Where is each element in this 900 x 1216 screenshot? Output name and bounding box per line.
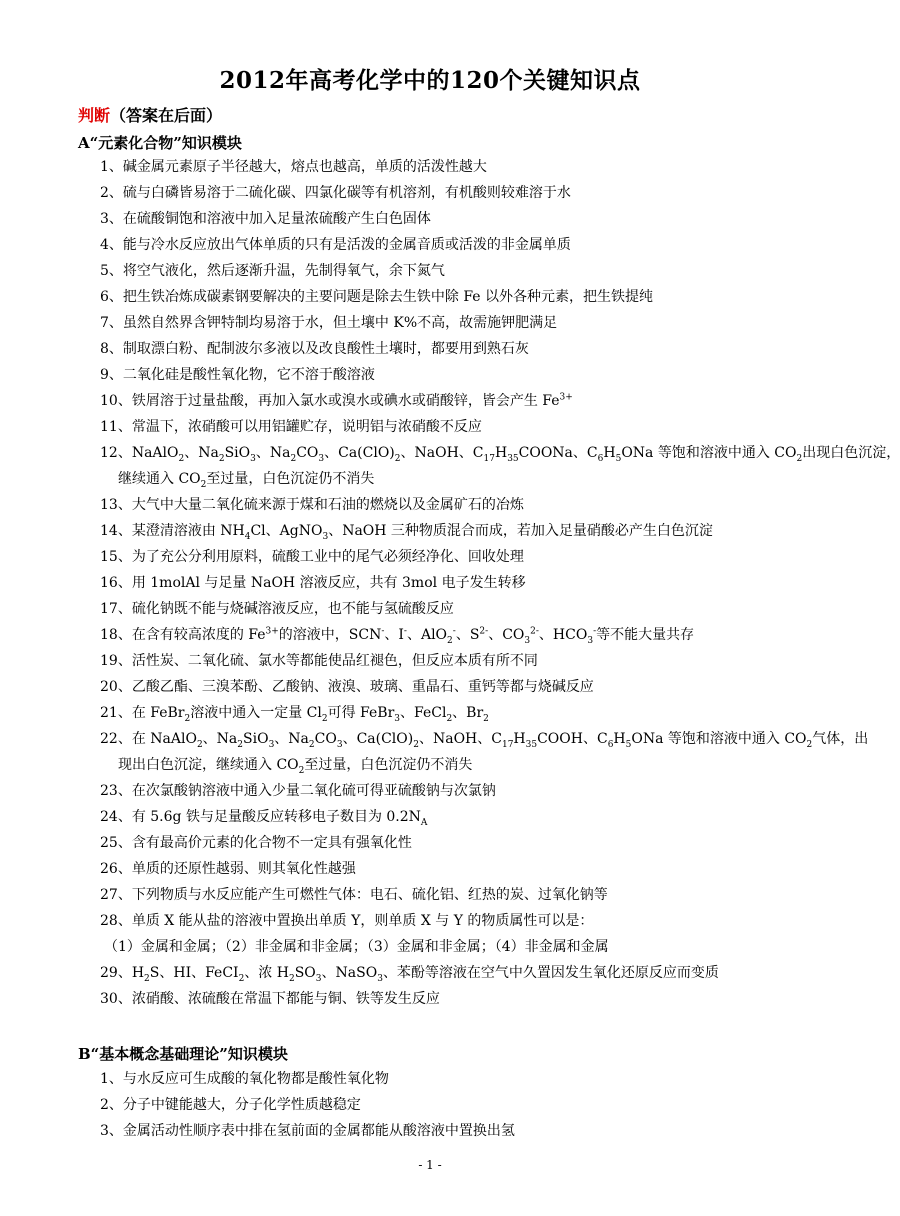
item-text: 21、在 FeBr bbox=[100, 705, 185, 721]
judge-label: 判断 bbox=[78, 106, 111, 125]
list-item-continuation bbox=[118, 756, 472, 774]
item-text: 29、H bbox=[100, 965, 145, 981]
page-number: - 1 - bbox=[418, 1158, 442, 1172]
item-text: 、NaOH、C bbox=[418, 731, 502, 747]
item-text: 、HCO bbox=[538, 627, 588, 643]
item-text: 、浓 H bbox=[244, 965, 289, 981]
superscript: - bbox=[381, 626, 385, 637]
subscript: 2 bbox=[806, 739, 813, 750]
subscript: 5 bbox=[615, 453, 622, 464]
item-text: 、Na bbox=[255, 445, 291, 461]
list-item: 8、制取漂白粉、配制波尔多液以及改良酸性土壤时，都要用到熟石灰 bbox=[100, 341, 529, 357]
item-text: 至过量，白色沉淀仍不消失 bbox=[304, 757, 473, 773]
item-text: SO bbox=[294, 965, 316, 981]
item-text: 、Ca(ClO) bbox=[324, 445, 395, 461]
subscript: 2 bbox=[308, 739, 315, 750]
superscript: - bbox=[593, 626, 597, 637]
item-text: ONa 等饱和溶液中通入 CO bbox=[631, 731, 807, 747]
superscript: 2- bbox=[479, 626, 489, 637]
subscript: 2 bbox=[200, 479, 207, 490]
subscript: 2 bbox=[290, 453, 297, 464]
item-text: 溶液中通入一定量 Cl bbox=[190, 705, 322, 721]
subscript: 3 bbox=[268, 739, 275, 750]
list-item: 19、活性炭、二氧化硫、氯水等都能使品红褪色，但反应本质有所不同 bbox=[100, 653, 538, 669]
item-text: 、Na bbox=[202, 731, 238, 747]
list-item: 23、在次氯酸钠溶液中通入少量二氧化硫可得亚硫酸钠与次氯钠 bbox=[100, 783, 496, 799]
item-text: 、NaOH 三种物质混合而成，若加入足量硝酸必产生白色沉淀 bbox=[328, 523, 713, 539]
item-text: 、I bbox=[384, 627, 404, 643]
item-text: 12、NaAlO bbox=[100, 445, 179, 461]
subscript: 2 bbox=[483, 713, 489, 724]
list-item bbox=[100, 704, 489, 722]
item-text: 22、在 NaAlO bbox=[100, 731, 197, 747]
list-item: 30、浓硝酸、浓硫酸在常温下都能与铜、铁等发生反应 bbox=[100, 991, 440, 1007]
list-item-continuation bbox=[118, 470, 374, 488]
subscript: 2 bbox=[218, 453, 225, 464]
item-text: ONa 等饱和溶液中通入 CO bbox=[621, 445, 797, 461]
list-item: 13、大气中大量二氧化硫来源于煤和石油的燃烧以及金属矿石的冶炼 bbox=[100, 497, 524, 513]
subscript: 2 bbox=[184, 713, 191, 724]
judge-note: （答案在后面） bbox=[110, 106, 223, 125]
subscript: 2 bbox=[144, 973, 150, 984]
item-text: 、AlO bbox=[406, 627, 448, 643]
item-text: H bbox=[603, 445, 616, 461]
item-text: 10、铁屑溶于过量盐酸，再加入氯水或溴水或碘水或硝酸锌，皆会产生 Fe bbox=[100, 393, 560, 409]
subscript: 3 bbox=[394, 713, 400, 724]
subscript: 2 bbox=[298, 765, 305, 776]
subscript: 6 bbox=[597, 453, 604, 464]
item-text: 、NaSO bbox=[321, 965, 378, 981]
item-text: H bbox=[494, 445, 508, 461]
subscript: 3 bbox=[318, 453, 325, 464]
item-text: 、Na bbox=[184, 445, 219, 461]
list-item: 5、将空气液化，然后逐渐升温，先制得氧气，余下氮气 bbox=[100, 263, 445, 279]
subscript: 2 bbox=[321, 713, 328, 724]
subscript: 2 bbox=[178, 453, 185, 464]
module-b-heading: B“基本概念基础理论”知识模块 bbox=[78, 1045, 288, 1063]
subscript: 2 bbox=[237, 739, 244, 750]
list-item: 20、乙酸乙酯、三溴苯酚、乙酸钠、液溴、玻璃、重晶石、重钙等都与烧碱反应 bbox=[100, 679, 594, 695]
list-item: 2、分子中键能越大，分子化学性质越稳定 bbox=[100, 1097, 361, 1113]
list-item bbox=[100, 522, 713, 540]
list-item: 28、单质 X 能从盐的溶液中置换出单质 Y，则单质 X 与 Y 的物质属性可以是： bbox=[100, 913, 594, 929]
list-item bbox=[100, 808, 427, 826]
subscript: 2 bbox=[288, 973, 295, 984]
subscript: 4 bbox=[244, 531, 251, 542]
list-item bbox=[100, 392, 573, 410]
list-item: 26、单质的还原性越弱、则其氧化性越强 bbox=[100, 861, 356, 877]
item-text: CO bbox=[296, 445, 319, 461]
item-text: 18、在含有较高浓度的 Fe bbox=[100, 627, 266, 643]
item-text: 14、某澄清溶液由 NH bbox=[100, 523, 245, 539]
item-text: H bbox=[613, 731, 626, 747]
superscript: - bbox=[403, 626, 407, 637]
list-item: 1、碱金属元素原子半径越大，熔点也越高，单质的活泼性越大 bbox=[100, 159, 487, 175]
superscript: - bbox=[452, 626, 456, 637]
item-text: 气体，出 bbox=[812, 731, 869, 747]
item-text: 的溶液中，SCN bbox=[278, 627, 382, 643]
item-text: 可得 FeBr bbox=[327, 705, 395, 721]
superscript: 3+ bbox=[559, 392, 573, 403]
list-item: 3、金属活动性顺序表中排在氢前面的金属都能从酸溶液中置换出氢 bbox=[100, 1123, 515, 1139]
item-text: COONa、C bbox=[518, 445, 598, 461]
item-text: 继续通入 CO bbox=[118, 471, 201, 487]
subscript: 35 bbox=[507, 453, 519, 464]
subscript: 2 bbox=[196, 739, 203, 750]
item-text: 、Br bbox=[452, 705, 484, 721]
subscript: 2 bbox=[796, 453, 803, 464]
item-text: 等不能大量共存 bbox=[596, 627, 695, 643]
list-item: 17、硫化钠既不能与烧碱溶液反应，也不能与氢硫酸反应 bbox=[100, 601, 454, 617]
document-title: 2012年高考化学中的120个关键知识点 bbox=[219, 67, 641, 94]
subscript: 2 bbox=[394, 453, 401, 464]
list-item bbox=[100, 964, 719, 982]
subscript: 2 bbox=[446, 713, 453, 724]
list-item: 16、用 1molAl 与足量 NaOH 溶液反应，共有 3mol 电子发生转移 bbox=[100, 575, 526, 591]
item-text: 、CO bbox=[488, 627, 525, 643]
list-item bbox=[100, 730, 868, 748]
list-item: 25、含有最高价元素的化合物不一定具有强氧化性 bbox=[100, 835, 412, 851]
item-text: 、S bbox=[455, 627, 480, 643]
list-item bbox=[100, 444, 900, 462]
list-item: 6、把生铁冶炼成碳素钢要解决的主要问题是除去生铁中除 Fe 以外各种元素，把生铁提纯 bbox=[100, 289, 654, 305]
item-text: SiO bbox=[224, 445, 251, 461]
list-item: 4、能与冷水反应放出气体单质的只有是活泼的金属音质或活泼的非金属单质 bbox=[100, 237, 571, 253]
subscript: 3 bbox=[322, 531, 329, 542]
subscript: 2 bbox=[447, 635, 453, 646]
item-text: 、FeCl bbox=[400, 705, 447, 721]
item-text: 、NaOH、C bbox=[400, 445, 484, 461]
item-text: 、苯酚等溶液在空气中久置因发生氧化还原反应而变质 bbox=[382, 965, 719, 981]
list-item-continuation: （1）金属和金属；（2）非金属和非金属；（3）金属和非金属；（4）非金属和金属 bbox=[104, 939, 609, 955]
subscript: 17 bbox=[501, 739, 514, 750]
item-text: 、Na bbox=[274, 731, 309, 747]
list-item: 1、与水反应可生成酸的氧化物都是酸性氧化物 bbox=[100, 1071, 389, 1087]
section-judge bbox=[78, 103, 222, 126]
subscript: 2 bbox=[413, 739, 419, 750]
superscript: 2- bbox=[530, 626, 539, 637]
list-item: 7、虽然自然界含钾特制均易溶于水，但土壤中 K%不高，故需施钾肥满足 bbox=[100, 315, 558, 331]
superscript: 3+ bbox=[265, 626, 279, 637]
item-text: 24、有 5.6g 铁与足量酸反应转移电子数目为 0.2N bbox=[100, 809, 421, 825]
item-text: S、HI、FeCI bbox=[149, 965, 239, 981]
item-text: SiO bbox=[243, 731, 269, 747]
list-item: 11、常温下，浓硝酸可以用铝罐贮存，说明铝与浓硝酸不反应 bbox=[100, 419, 482, 435]
item-text: CO bbox=[314, 731, 337, 747]
list-item: 15、为了充公分利用原料，硫酸工业中的尾气必须经净化、回收处理 bbox=[100, 549, 524, 565]
item-text: COOH、C bbox=[537, 731, 608, 747]
list-item: 9、二氧化硅是酸性氧化物，它不溶于酸溶液 bbox=[100, 367, 375, 383]
subscript: 3 bbox=[250, 453, 256, 464]
item-text: H bbox=[513, 731, 526, 747]
subscript: 5 bbox=[625, 739, 632, 750]
list-item: 3、在硫酸铜饱和溶液中加入足量浓硫酸产生白色固体 bbox=[100, 211, 431, 227]
subscript: 3 bbox=[524, 635, 531, 646]
item-text: 至过量，白色沉淀仍不消失 bbox=[206, 471, 375, 487]
subscript: 3 bbox=[336, 739, 343, 750]
subscript: 3 bbox=[587, 635, 594, 646]
list-item: 2、硫与白磷皆易溶于二硫化碳、四氯化碳等有机溶剂，有机酸则较难溶于水 bbox=[100, 185, 571, 201]
list-item: 27、下列物质与水反应能产生可燃性气体：电石、硫化铝、红热的炭、过氧化钠等 bbox=[100, 887, 608, 903]
subscript: 3 bbox=[315, 973, 322, 984]
item-text: Cl、AgNO bbox=[250, 523, 323, 539]
subscript: 6 bbox=[607, 739, 614, 750]
module-a-heading: A“元素化合物”知识模块 bbox=[78, 134, 242, 152]
subscript: 35 bbox=[525, 739, 538, 750]
subscript: 3 bbox=[377, 973, 383, 984]
item-text: 出现白色沉淀， bbox=[802, 445, 900, 461]
item-text: 、Ca(ClO) bbox=[342, 731, 414, 747]
item-text: 现出白色沉淀，继续通入 CO bbox=[118, 757, 299, 773]
subscript: 17 bbox=[483, 453, 495, 464]
subscript: A bbox=[420, 817, 428, 828]
subscript: 2 bbox=[238, 973, 245, 984]
list-item bbox=[100, 626, 694, 644]
